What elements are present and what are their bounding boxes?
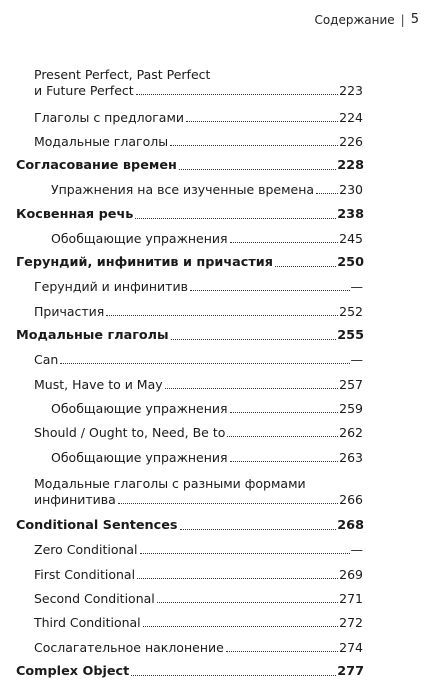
toc-entry-page: 263 [339,450,363,465]
toc-entry-title: Second Conditional [34,591,155,606]
toc-entry-title: Обобщающие упражнения [51,401,228,416]
toc-entry-page: 224 [339,110,363,125]
toc-entry[interactable] [51,401,363,416]
toc-chapter[interactable] [16,255,364,270]
toc-entry-title: Герундий и инфинитив [34,279,188,294]
toc-entry-title: Zero Conditional [34,542,138,557]
toc-entry-page: 259 [339,401,363,416]
toc-leader-dots [165,387,338,389]
toc-leader-dots [227,435,338,437]
toc-entry-page: 269 [339,567,363,582]
running-head-separator: | [400,13,405,27]
toc-leader-dots [118,502,338,504]
toc-entry-page: 252 [339,304,363,319]
toc-entry[interactable] [34,640,363,655]
toc-leader-dots [180,528,337,530]
toc-chapter-title: Согласование времен [16,158,177,173]
toc-entry-title: First Conditional [34,567,136,582]
toc-entry[interactable] [34,304,363,319]
toc-leader-dots [140,552,350,554]
toc-chapter[interactable] [16,518,364,533]
toc-entry-page: 274 [339,640,363,655]
toc-chapter[interactable] [16,664,364,679]
toc-entry-title: Must, Have to и May [34,377,163,392]
toc-chapter-title: Conditional Sentences [16,518,178,533]
toc-entry-page: 226 [339,134,363,149]
toc-leader-dots [186,120,338,122]
toc-entry-page: 245 [339,231,363,246]
running-head-section: Содержание [314,13,395,27]
toc-entry-page: 262 [339,425,363,440]
toc-entry-page: — [350,352,363,367]
toc-entry[interactable] [34,110,363,125]
toc-entry[interactable] [34,377,363,392]
toc-entry[interactable] [51,182,363,197]
toc-chapter-title: Complex Object [16,664,130,679]
toc-entry[interactable] [34,492,363,507]
toc-leader-dots [136,93,338,95]
toc-entry-title: и Future Perfect [34,83,134,98]
toc-entry[interactable] [34,542,363,557]
toc-entry[interactable] [34,134,363,149]
toc-entry-title: Обобщающие упражнения [51,231,228,246]
toc-entry-page: — [350,542,363,557]
toc-entry-title: Обобщающие упражнения [51,450,228,465]
toc-leader-dots [190,289,350,291]
toc-leader-dots [275,265,336,267]
running-head [314,13,419,27]
toc-entry[interactable] [51,231,363,246]
toc-leader-dots [137,577,338,579]
toc-entry-line1: Present Perfect, Past Perfect [34,67,211,82]
toc-chapter-page: 268 [337,518,364,533]
toc-chapter-title: Герундий, инфинитив и причастия [16,255,273,270]
toc-entry-title: Глаголы с предлогами [34,110,185,125]
toc-entry-title: Should / Ought to, Need, Be to [34,425,226,440]
toc-entry[interactable] [34,567,363,582]
toc-entry-page: 266 [339,492,363,507]
toc-entry-title: инфинитива [34,492,116,507]
toc-leader-dots [157,601,338,603]
toc-chapter-title: Косвенная речь [16,207,134,222]
toc-chapter-title: Модальные глаголы [16,328,169,343]
toc-entry-page: — [350,279,363,294]
toc-entry-title: Third Conditional [34,615,141,630]
toc-leader-dots [316,192,338,194]
toc-entry[interactable] [34,591,363,606]
toc-chapter-page: 238 [337,207,364,222]
toc-chapter[interactable] [16,207,364,222]
toc-leader-dots [230,411,339,413]
toc-leader-dots [230,460,339,462]
toc-chapter-page: 255 [337,328,364,343]
toc-entry-title: Причастия [34,304,105,319]
toc-entry[interactable] [51,450,363,465]
toc-leader-dots [60,362,349,364]
toc-leader-dots [171,338,337,340]
toc-chapter-page: 228 [337,158,364,173]
toc-entry-page: 230 [339,182,363,197]
toc-entry[interactable] [34,83,363,98]
toc-leader-dots [135,217,336,219]
toc-leader-dots [170,144,338,146]
toc-leader-dots [106,314,338,316]
toc-leader-dots [143,625,339,627]
toc-chapter[interactable] [16,328,364,343]
toc-leader-dots [131,674,336,676]
toc-leader-dots [230,241,339,243]
toc-entry-page: 271 [339,591,363,606]
toc-leader-dots [179,168,336,170]
toc-leader-dots [226,650,338,652]
toc-entry[interactable] [34,352,363,367]
toc-entry-page: 257 [339,377,363,392]
toc-entry-line1: Модальные глаголы с разными формами [34,476,306,491]
toc-entry-title: Can [34,352,59,367]
toc-chapter-page: 277 [337,664,364,679]
toc-entry-title: Упражнения на все изученные времена [51,182,315,197]
toc-entry[interactable] [34,615,363,630]
running-head-page-number: 5 [410,12,419,27]
toc-entry-page: 272 [339,615,363,630]
toc-chapter[interactable] [16,158,364,173]
toc-entry[interactable] [34,279,363,294]
toc-entry-page: 223 [339,83,363,98]
toc-chapter-page: 250 [337,255,364,270]
toc-entry[interactable] [34,425,363,440]
toc-entry-title: Сослагательное наклонение [34,640,224,655]
toc-entry-title: Модальные глаголы [34,134,169,149]
